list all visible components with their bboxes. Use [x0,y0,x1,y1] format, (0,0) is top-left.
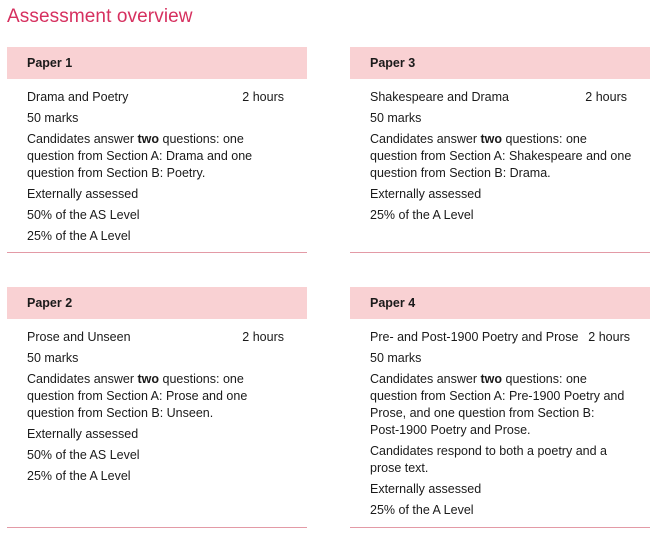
paper-4-component: Pre- and Post-1900 Poetry and Prose [370,330,579,344]
paper-2-weight-a: 25% of the A Level [27,469,131,483]
paper-4-weight-a: 25% of the A Level [370,503,474,517]
paper-4-description: Candidates answer two questions: one question from Section A: Pre-1900 Poetry and Prose, and one question from Section B: Post-1900 Poetry and Prose. [370,372,625,437]
paper-1-weight-as: 50% of the AS Level [27,208,140,222]
paper-2-header: Paper 2 [7,287,307,319]
paper-1-duration: 2 hours [242,90,284,104]
paper-3-duration: 2 hours [585,90,627,104]
paper-1-card [7,47,307,245]
paper-4-assessment: Externally assessed [370,482,482,496]
page-title: Assessment overview [7,6,193,27]
paper-3-component: Shakespeare and Drama [370,90,509,104]
paper-1-description: Candidates answer two questions: one question from Section A: Drama and one question from Section B: Poetry. [27,132,253,180]
paper-4-divider [350,527,650,528]
paper-1-header: Paper 1 [7,47,307,79]
paper-4-duration: 2 hours [588,330,630,344]
paper-3-card [350,47,650,224]
paper-2-component: Prose and Unseen [27,330,131,344]
paper-1-weight-a: 25% of the A Level [27,229,131,243]
paper-3-marks: 50 marks [370,111,422,125]
paper-2-card [7,287,307,485]
paper-2-divider [7,527,307,528]
paper-3-weight-a: 25% of the A Level [370,208,474,222]
paper-3-assessment: Externally assessed [370,187,482,201]
paper-4-card [350,287,650,519]
paper-1-assessment: Externally assessed [27,187,139,201]
paper-2-marks: 50 marks [27,351,79,365]
paper-2-weight-as: 50% of the AS Level [27,448,140,462]
paper-3-description: Candidates answer two questions: one question from Section A: Shakespeare and one question from Section B: Drama. [370,132,632,180]
paper-2-duration: 2 hours [242,330,284,344]
paper-1-component: Drama and Poetry [27,90,129,104]
paper-4-marks: 50 marks [370,351,422,365]
paper-2-description: Candidates answer two questions: one question from Section A: Prose and one question from Section B: Unseen. [27,372,248,420]
paper-4-extra-note: Candidates respond to both a poetry and a prose text. [370,444,607,475]
paper-1-marks: 50 marks [27,111,79,125]
paper-3-divider [350,252,650,253]
paper-2-assessment: Externally assessed [27,427,139,441]
paper-3-header: Paper 3 [350,47,650,79]
paper-4-header: Paper 4 [350,287,650,319]
paper-1-divider [7,252,307,253]
